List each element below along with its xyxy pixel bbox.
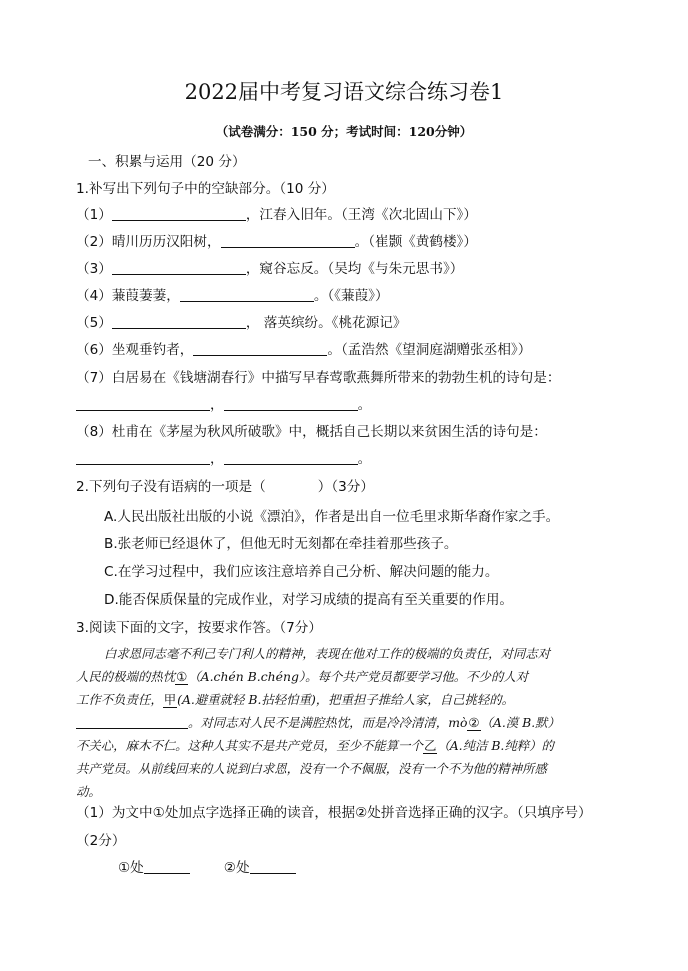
answer-blank[interactable] [76, 714, 188, 729]
answer-blank[interactable] [224, 396, 358, 411]
q2-option-b: B.张老师已经退休了，但他无时无刻都在牵挂着那些孩子。 [104, 536, 458, 552]
answer-blank[interactable] [221, 233, 355, 248]
q1-item-1 [76, 206, 477, 224]
item-text: 。（崔颢《黄鹤楼》） [354, 234, 477, 250]
answer-blank[interactable] [180, 287, 314, 302]
item-text: 。（《蒹葭》） [313, 288, 389, 304]
blank-marker-1: ① [176, 669, 188, 684]
blank-marker-2: ② [468, 715, 480, 730]
q2-option-a: A.人民出版社出版的小说《漂泊》，作者是出自一位毛里求斯华裔作家之手。 [104, 509, 560, 525]
passage-line-3 [76, 691, 514, 709]
answer-blank[interactable] [144, 859, 190, 874]
exam-info: （试卷满分：150 分；考试时间：120分钟） [215, 124, 473, 139]
passage-text: （A.纯洁 B.纯粹）的 [437, 738, 554, 753]
q1-item-2 [76, 233, 477, 251]
passage-text: 工作不负责任， [76, 692, 163, 707]
passage-text: (A.避重就轻 B.拈轻怕重)，把重担子推给人家，自己挑轻的。 [177, 692, 515, 707]
answer-blank[interactable] [112, 314, 246, 329]
item-number: （5） [76, 315, 112, 331]
answer-blank[interactable] [76, 450, 210, 465]
blank-marker-yi: 乙 [423, 738, 437, 753]
q1-item-8-answers [76, 450, 371, 468]
q1-item-7: （7）白居易在《钱塘湖春行》中描写早春莺歌燕舞所带来的勃勃生机的诗句是： [76, 370, 561, 386]
q3-sub1-answers [118, 859, 296, 877]
item-text: （4）蒹葭萋萋， [76, 288, 180, 304]
q2-option-d: D.能否保质保量的完成作业，对学习成绩的提高有至关重要的作用。 [104, 592, 514, 608]
item-text: （2）晴川历历汉阳树， [76, 234, 221, 250]
blank-marker-jia: 甲 [163, 692, 177, 707]
q2-prompt-text: 2.下列句子没有语病的一项是（ [76, 479, 266, 495]
page-title: 2022届中考复习语文综合练习卷1 [184, 80, 504, 104]
q1-item-3 [76, 260, 463, 278]
passage-text: （A.chén B.chéng）。每个共产党员都要学习他。不少的人对 [188, 669, 529, 684]
answer-blank[interactable] [112, 260, 246, 275]
q1-item-4 [76, 287, 389, 305]
answer-blank[interactable] [76, 396, 210, 411]
passage-text: 。对同志对人民不是满腔热忱，而是冷冷清清，mò [188, 715, 468, 730]
comma: ， [210, 397, 224, 413]
q2-prompt [76, 478, 374, 496]
q1-prompt: 1.补写出下列句子中的空缺部分。（10 分） [76, 181, 335, 197]
comma: ， [210, 451, 224, 467]
answer-label-2: ②处 [223, 860, 250, 876]
item-text: ， 落英缤纷。《桃花源记》 [245, 315, 407, 331]
passage-text: 人民的极端的热忱 [76, 669, 176, 684]
q1-item-5 [76, 314, 407, 332]
q2-option-c: C.在学习过程中，我们应该注意培养自己分析、解决问题的能力。 [104, 564, 499, 580]
item-number: （3） [76, 261, 112, 277]
period: 。 [357, 451, 372, 467]
passage-text: 不关心，麻木不仁。这种人其实不是共产党员，至少不能算一个 [76, 738, 423, 753]
passage-line-4 [76, 714, 560, 732]
q1-item-6 [76, 341, 531, 359]
q2-score: ）（3分） [317, 479, 374, 495]
q1-item-7-answers [76, 396, 371, 414]
answer-blank[interactable] [224, 450, 358, 465]
item-text: （6）坐观垂钓者， [76, 342, 194, 358]
passage-line-7: 动。 [76, 784, 101, 799]
passage-line-2 [76, 668, 528, 686]
item-text: ，窥谷忘反。（吴均《与朱元思书》） [245, 261, 464, 277]
item-number: （1） [76, 207, 112, 223]
period: 。 [357, 397, 372, 413]
q3-sub1: （1）为文中①处加点字选择正确的读音，根据②处拼音选择正确的汉字。（只填序号） [76, 805, 592, 821]
item-text: ，江春入旧年。（王湾《次北固山下》） [245, 207, 477, 223]
q3-sub1-score: （2分） [76, 833, 126, 849]
answer-blank[interactable] [112, 206, 246, 221]
passage-line-1: 白求恩同志毫不利己专门利人的精神，表现在他对工作的极端的负责任，对同志对 [104, 646, 551, 661]
answer-blank[interactable] [250, 859, 296, 874]
passage-line-6: 共产党员。从前线回来的人说到白求恩，没有一个不佩服，没有一个不为他的精神所感 [76, 761, 547, 776]
q1-item-8: （8）杜甫在《茅屋为秋风所破歌》中，概括自己长期以来贫困生活的诗句是： [76, 424, 547, 440]
answer-blank[interactable] [193, 341, 327, 356]
passage-text: （A.漠 B.默） [480, 715, 560, 730]
section-heading: 一、积累与运用（20 分） [88, 154, 246, 170]
passage-line-5 [76, 737, 554, 755]
q3-prompt: 3.阅读下面的文字，按要求作答。（7分） [76, 620, 322, 636]
answer-label-1: ①处 [118, 860, 144, 876]
item-text: 。（孟浩然《望洞庭湖赠张丞相》） [327, 342, 532, 358]
